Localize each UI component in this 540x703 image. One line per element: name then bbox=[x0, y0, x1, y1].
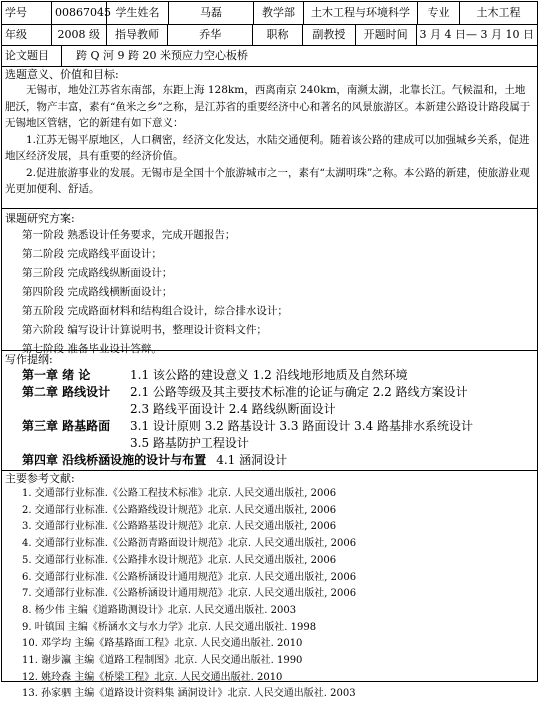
significance-paragraph: 1.江苏无锡平原地区，人口稠密，经济文化发达，水陆交通便利。随着该公路的建成可以加强城乡关系，促进地区经济发展，具有重要的经济价值。 bbox=[5, 133, 530, 162]
plan-stage: 第三阶段 完成路线纵断面设计； bbox=[22, 267, 173, 279]
reference-item: 4. 交通部行业标准.《公路沥青路面设计规范》北京. 人民交通出版社, 2006 bbox=[22, 538, 357, 550]
chapter-name: 第一章 绪 论 bbox=[22, 368, 91, 382]
chapter-line: 3.5 路基防护工程设计 bbox=[130, 436, 249, 450]
student-no-value: 00867045 bbox=[52, 2, 107, 24]
plan-stage: 第四阶段 完成路线横断面设计； bbox=[22, 286, 173, 298]
thesis-label: 论文题目 bbox=[2, 46, 62, 66]
significance-section bbox=[2, 67, 537, 209]
references-title: 主要参考文献: bbox=[5, 472, 75, 485]
student-no-label: 学号 bbox=[2, 2, 52, 24]
reference-item: 8. 杨少伟 主编《道路勘测设计》北京. 人民交通出版社. 2003 bbox=[22, 604, 297, 616]
references-section bbox=[2, 471, 537, 701]
dept-value: 土木工程与环境科学 bbox=[304, 2, 418, 24]
reference-item: 13. 孙家驷 主编《道路设计资料集 涵洞设计》北京. 人民交通出版社. 2003 bbox=[22, 688, 356, 700]
outline-chapter bbox=[2, 452, 537, 469]
info-row-1 bbox=[2, 2, 537, 25]
chapter-name: 第四章 沿线桥涵设施的设计与布置 bbox=[22, 453, 207, 467]
outline-title: 写作提纲: bbox=[5, 353, 53, 366]
chapter-line: 3.1 设计原则 3.2 路基设计 3.3 路面设计 3.4 路基排水系统设计 bbox=[130, 419, 474, 433]
chapter-line: 1.1 该公路的建设意义 1.2 沿线地形地质及自然环境 bbox=[130, 368, 408, 382]
outline-section bbox=[2, 351, 537, 471]
outline-chapter bbox=[2, 384, 537, 418]
advisor-value: 乔华 bbox=[168, 25, 253, 45]
info-row-3 bbox=[2, 46, 537, 67]
reference-item: 3. 交通部行业标准.《公路路基设计规范》北京. 人民交通出版社, 2006 bbox=[22, 521, 337, 533]
advisor-label: 指导教师 bbox=[107, 25, 169, 45]
chapter-line: 4.1 涵洞设计 bbox=[216, 453, 288, 467]
plan-stage: 第五阶段 完成路面材料和结构组合设计，综合排水设计； bbox=[22, 305, 288, 317]
chapter-name: 第三章 路基路面 bbox=[22, 419, 111, 433]
reference-item: 1. 交通部行业标准.《公路工程技术标准》北京. 人民交通出版社, 2006 bbox=[22, 488, 337, 499]
thesis-proposal-form bbox=[1, 1, 538, 700]
chapter-line: 2.1 公路等级及其主要技术标准的论证与确定 2.2 路线方案设计 bbox=[130, 385, 468, 399]
grade-label: 年级 bbox=[2, 25, 52, 45]
period-value: 3 月 4 日— 3 月 10 日 bbox=[419, 28, 534, 41]
name-label: 学生姓名 bbox=[107, 2, 169, 24]
reference-item: 12. 姚玲森 主编《桥梁工程》北京. 人民交通出版社. 2010 bbox=[22, 671, 283, 683]
thesis-title: 跨 Q 河 9 跨 20 米预应力空心板桥 bbox=[76, 49, 248, 62]
name-value: 马磊 bbox=[169, 2, 254, 24]
chapter-name: 第二章 路线设计 bbox=[22, 385, 111, 399]
plan-stage: 第二阶段 完成路线平面设计； bbox=[22, 248, 162, 260]
reference-item: 2. 交通部行业标准.《公路路线设计规范》北京. 人民交通出版社, 2006 bbox=[22, 504, 337, 516]
period-label: 开题时间 bbox=[356, 25, 417, 45]
significance-paragraph: 无锡市，地处江苏省东南部，东距上海 128km，西离南京 240km，南濒太湖，北靠长江。气候温和，土地肥沃，物产丰富，素有“鱼米之乡”之称，是江苏省的重要经济中心和著名的风景旅游区。本新建公路设计路段属于无锡地区管辖，它的新建有如下意义： bbox=[5, 84, 531, 129]
dept-label: 教学部 bbox=[254, 2, 304, 24]
reference-item: 7. 交通部行业标准.《公路桥涵设计通用规范》北京. 人民交通出版社, 2006 bbox=[22, 588, 357, 600]
plan-stage: 第一阶段 熟悉设计任务要求，完成开题报告； bbox=[22, 229, 236, 241]
outline-chapter bbox=[2, 418, 537, 452]
significance-paragraph: 2.促进旅游事业的发展。无锡市是全国十个旅游城市之一，素有“太湖明珠”之称。本公路的新建，使旅游业观光更加便利、舒适。 bbox=[5, 166, 530, 195]
outline-chapter bbox=[2, 367, 537, 384]
reference-item: 5. 交通部行业标准.《公路排水设计规范》北京. 人民交通出版社, 2006 bbox=[22, 554, 337, 566]
significance-title: 选题意义、价值和目标: bbox=[5, 68, 119, 81]
info-row-2 bbox=[2, 25, 537, 46]
grade-value: 2008 级 bbox=[52, 25, 107, 45]
plan-stage: 第七阶段 准备毕业设计答辩。 bbox=[22, 343, 162, 355]
plan-title: 课题研究方案: bbox=[5, 212, 75, 225]
reference-item: 10. 邓学均 主编《路基路面工程》北京. 人民交通出版社. 2010 bbox=[22, 638, 303, 650]
reference-item: 6. 交通部行业标准.《公路桥涵设计通用规范》北京. 人民交通出版社, 2006 bbox=[22, 571, 357, 583]
major-value: 土木工程 bbox=[476, 6, 521, 19]
major-label: 专业 bbox=[418, 2, 460, 24]
title-label: 职称 bbox=[253, 25, 303, 45]
title-value: 副教授 bbox=[303, 25, 356, 45]
chapter-line: 2.3 路线平面设计 2.4 路线纵断面设计 bbox=[130, 402, 336, 416]
plan-stage: 第六阶段 编写设计计算说明书，整理设计资料文件； bbox=[22, 324, 267, 336]
plan-section bbox=[2, 209, 537, 355]
reference-item: 9. 叶镇国 主编《桥涵水文与水力学》北京. 人民交通出版社. 1998 bbox=[22, 621, 317, 633]
reference-item: 11. 谢步瀛 主编《道路工程制图》北京. 人民交通出版社. 1990 bbox=[22, 655, 303, 667]
